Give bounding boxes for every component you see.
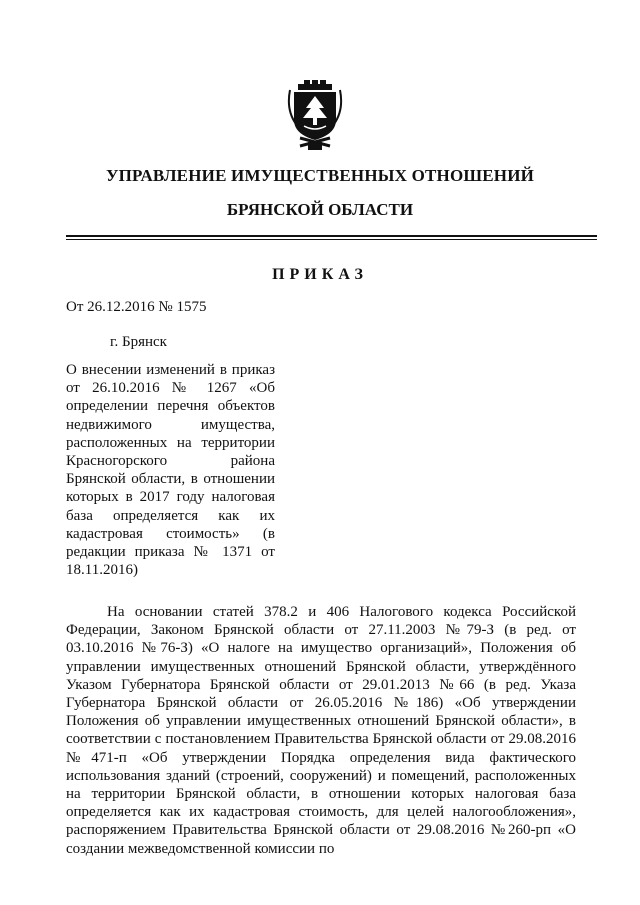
organization-name-line1: УПРАВЛЕНИЕ ИМУЩЕСТВЕННЫХ ОТНОШЕНИЙ bbox=[105, 166, 535, 185]
order-date-number: От 26.12.2016 № 1575 bbox=[66, 299, 207, 315]
coat-of-arms-icon bbox=[284, 80, 346, 152]
organization-name-line2: БРЯНСКОЙ ОБЛАСТИ bbox=[226, 200, 414, 219]
header-divider-thin bbox=[66, 239, 597, 240]
order-city: г. Брянск bbox=[110, 334, 167, 350]
document-title: ПРИКАЗ bbox=[272, 266, 368, 283]
order-subject: О внесении изменений в приказ от 26.10.2016 № 1267 «Об определении перечня объектов недвижимого имущества, расположенных на территории Красногорского района Брянской области, в отношении которых в 2017 году налоговая база определяется как их кадастровая стоимость» (в редакции приказа № 1371 от 18.11.2016) bbox=[66, 362, 275, 579]
order-body-paragraph: На основании статей 378.2 и 406 Налогового кодекса Российской Федерации, Законом Брянской области от 27.11.2003 №79-З (в ред. от 03.10.2016 №76-З) «О налоге на имущество организаций», Положения об управлении имущественных отношений Брянской области, утверждённого Указом Губернатора Брянской области от 29.01.2013 №66 (в ред. Указа Губернатора Брянской области от 26.05.2016 №186) «Об утверждении Положения об управлении имущественных отношений Брянской области», в соответствии с постановлением Правительства Брянской области от 29.08.2016 №471-п «Об утверждении Порядка определения вида фактического использования зданий (строений, сооружений) и помещений, расположенных на территории Брянской области, в отношении которых налоговая база определяется как их кадастровая стоимость, для целей налогообложения», распоряжением Правительства Брянской области от 29.08.2016 №260-рп «О создании межведомственной комиссии по bbox=[66, 604, 576, 857]
header-divider-thick bbox=[66, 235, 597, 237]
